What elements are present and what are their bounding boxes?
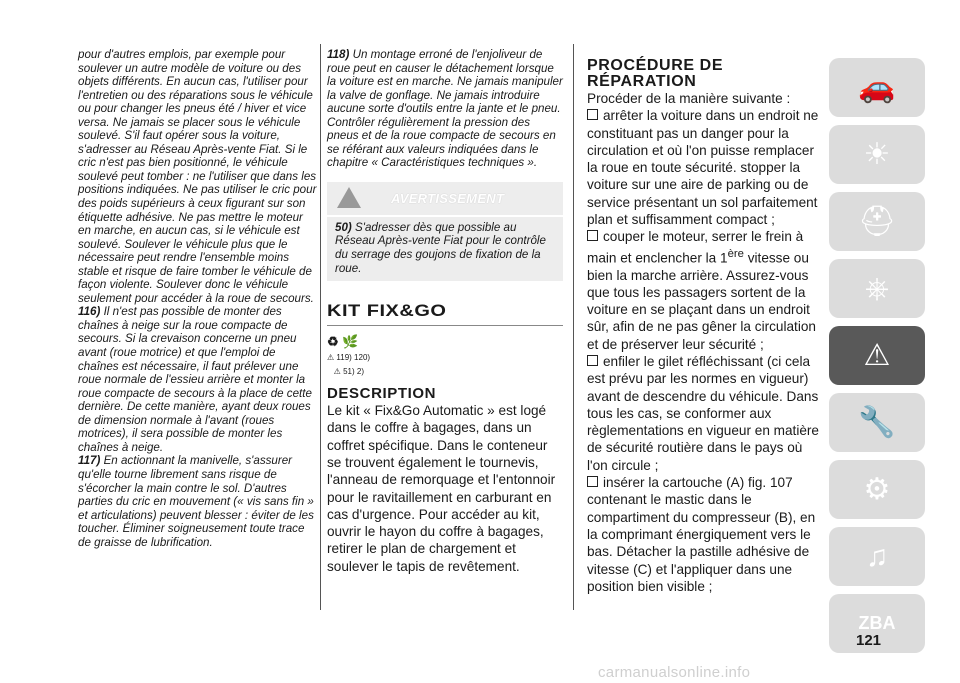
specs-icon: ⚙ [863,473,891,506]
note-50 [335,221,555,275]
column-divider [573,44,574,610]
warning-small-icon: ⚠ [333,367,341,377]
eco-icon: ♻ 🌿 [327,334,359,350]
reference-text: 119) 120) [336,353,371,363]
intro-text: Procéder de la manière suivante : [587,91,791,106]
checkbox-bullet-icon [587,230,598,241]
paragraph: Le kit « Fix&Go Automatic » est logé dans le coffre à bagages, dans un coffret spécifique. Dans le conteneur se trouvent également le tournevis, l'anneau de remorquage et l'entonnoir pour le ravitaillement en carburant en cas d'urgence. Pour accéder au kit, ouvrir le hayon du coffre à bagages, retirer le plan de chargement et soulever le tapis de revêtement. [327,403,556,574]
bullet-text: insérer la cartouche (A) fig. 107 contenant le mastic dans le compartiment du compresseur (B), en la comprimant énergiquement vers le bas. Détacher la pastille adhésive de vitesse (C) et l'appliquer dans une position bien visible ; [587,475,816,594]
reference-row [327,352,563,364]
bullet-item [587,107,819,228]
warning-body [327,217,563,281]
page-number: 121 [856,632,882,649]
note-number: 116) [78,305,101,319]
note-number: 118) [327,48,350,61]
column-divider [320,44,321,610]
chapter-tabs [829,58,925,661]
tab-lights[interactable] [829,125,925,184]
tab-driving[interactable] [829,259,925,318]
superscript: ère [727,247,744,260]
note-118 [327,48,563,170]
paragraph: pour d'autres emplois, par exemple pour soulever un autre modèle de voiture ou des objets différents. En aucun cas, l'utiliser pour l'entretien ou des réparations sous le véhicule ou pour changer les pneus été / hiver et vice versa. Ne jamais se placer sous le véhicule soulevé. S'il faut opérer sous la voiture, s'adresser au Réseau Après-vente Fiat. Si le cric n'est pas bien positionné, le véhicule soulevé peut tomber : ne l'utiliser que dans les positions indiquées. Ne pas utiliser le cric pour des poids supérieurs à ceux figurant sur son étiquette adhésive. Ne pas mettre le moteur en marche, en aucun cas, si le véhicule est soulevé. Soulever le véhicule plus que le nécessaire peut rendre l'ensemble moins stable et risque de faire tomber le véhicule de façon violente. Soulever donc le véhicule seulement pour accéder à la roue de secours. [78,48,317,305]
footer-watermark: carmanualsonline.info [598,664,751,681]
section-heading-line2: RÉPARATION [587,73,697,90]
tab-specs[interactable] [829,460,925,519]
column-left [78,48,318,549]
tab-emergency[interactable] [829,326,925,385]
bullet-text: arrêter la voiture dans un endroit ne constituant pas un danger pour la circulation et où l'on puisse remplacer la roue en toute sécurité. stopper la voiture sur une aire de parking ou de service présentant un sol parfaitement plan et suffisamment compact ; [587,108,819,228]
note-text: S'adresser dès que possible au Réseau Après-vente Fiat pour le contrôle du serrage des goujons de fixation de la roue. [335,220,546,275]
car-info-icon: 🚗 [858,71,896,104]
note-number: 117) [78,454,101,468]
section-heading-line1: PROCÉDURE DE [587,57,724,74]
steering-key-icon: ⎈ [865,271,889,305]
index-icon: ZBA [858,613,896,633]
subheading: DESCRIPTION [327,385,437,403]
column-right [587,58,819,595]
checkbox-bullet-icon [587,109,598,120]
tab-maintenance[interactable] [829,393,925,452]
heading-rule [327,325,563,326]
bullet-item [587,228,819,353]
note-116 [78,305,318,454]
tab-safety[interactable] [829,192,925,251]
note-text: En actionnant la manivelle, s'assurer qu'elle tourne librement sans risque de s'écorcher la main contre le sol. D'autres parties du cric en mouvement (« vis sans fin » et articulations) peuvent blesser : éviter de les toucher. Éliminer soigneusement toute trace de graisse de lubrification. [78,454,314,549]
bullet-item [587,353,819,474]
bullet-text: enfiler le gilet réfléchissant (ci cela est prévu par les normes en vigueur) avant de descendre du véhicule. Dans tous les cas, se conformer aux règlementations en vigueur en matière de sécurité routière dans le pays où l'on circule ; [587,353,819,473]
seatbelt-airbag-icon: ⛑ [857,205,897,238]
reference-text: 51) 2) [343,367,364,377]
note-number: 50) [335,220,352,234]
warning-title: AVERTISSEMENT [391,190,505,206]
warning-car-icon [337,187,361,208]
reference-row [327,366,563,378]
bullet-text: vitesse ou bien la marche arrière. Assurez-vous que tous les passagers sortent de la voiture en se plaçant dans un endroit sûr, afin de ne pas gêner la circulation et de préserver leur sécurité ; [587,250,816,352]
tab-car-info[interactable] [829,58,925,117]
maintenance-icon: 🔧 [858,406,896,439]
bullet-item [587,474,819,595]
note-117 [78,454,318,549]
lights-icon: ☀ [863,138,891,171]
multimedia-icon: ♫ [865,539,889,573]
note-text: Il n'est pas possible de monter des chaînes à neige sur la roue compacte de secours. Si la crevaison concerne un pneu avant (roue motrice) et que l'emploi de chaînes est nécessaire, il faut prélever une roue normale de l'essieu arrière et monter la roue compacte de secours à la place de cette dernière. De cette manière, ayant deux roues de dimension normale à l'avant (roues motrices), il sera possible de monter les chaînes à neige. [78,305,312,454]
checkbox-bullet-icon [587,355,598,366]
warning-banner [327,182,563,215]
note-text: Un montage erroné de l'enjoliveur de roue peut en causer le détachement lorsque la voiture est en marche. Ne jamais manipuler la valve de gonflage. Ne jamais introduire aucune sorte d'outils entre la jante et le pneu. Contrôler régulièrement la pression des pneus et de la roue compacte de secours en se référant aux valeurs indiquées dans le chapitre « Caractéristiques techniques ». [327,48,563,170]
checkbox-bullet-icon [587,476,598,487]
bullet-text: couper le moteur, serrer le frein à main et enclencher la 1 [587,229,804,266]
tab-multimedia[interactable] [829,527,925,586]
section-heading: KIT FIX&GO [327,302,447,321]
emergency-icon: ⚠ [863,339,891,372]
column-middle [327,48,563,575]
warning-small-icon: ⚠ [327,353,335,363]
